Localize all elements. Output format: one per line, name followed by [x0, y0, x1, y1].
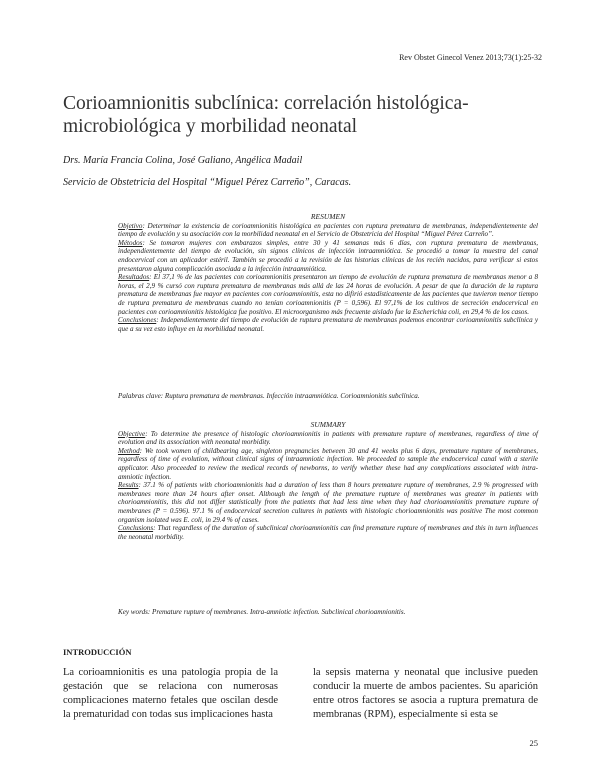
article-title: Corioamnionitis subclínica: correlación histológica-microbiológica y morbilidad neonatal: [63, 93, 469, 137]
intro-column-left: La corioamnionitis es una patología propia de la gestación que se relaciona con numerosas complicaciones materno fetales que oscilan desde la prematuridad con todas sus implicaciones hasta: [63, 667, 278, 720]
section-label: Conclusiones: [118, 316, 157, 325]
resumen-methods: [118, 239, 538, 273]
section-label: Resultados: [118, 273, 150, 282]
section-text: : To determine the presence of histologic chorioamnionitis in patients with premature rupture of membranes, regardless of time of evolution and its association with neonatal morbidity.: [118, 429, 538, 447]
resumen-conclusions: [118, 316, 538, 333]
section-text: : Determinar la existencia de corioamnionitis histológica en pacientes con ruptura prematura de membranas, independientemente del tiempo de evolución y su asociación con la morbilidad neonatal en el Servicio de Obstetricia del Hospital “Miguel Pérez Carreño”.: [118, 221, 538, 239]
section-label: Objective: [118, 429, 146, 438]
intro-column-right: la sepsis materna y neonatal que inclusive pueden conducir la muerte de ambos pacientes. Su aparición entre otros factores se asocia a ruptura prematura de membranas (RPM), especialmente si esta se: [313, 667, 538, 720]
affiliation: Servicio de Obstetricia del Hospital “Miguel Pérez Carreño”, Caracas.: [63, 177, 352, 188]
summary-results: [118, 481, 538, 524]
resumen-objective: [118, 222, 538, 239]
resumen-block: [118, 213, 538, 333]
authors: Drs. María Francia Colina, José Galiano, Angélica Madail: [63, 155, 303, 166]
page-number: 25: [529, 738, 538, 748]
section-label: Conclusions: [118, 524, 154, 533]
section-label: Métodos: [118, 238, 143, 247]
summary-objective: [118, 430, 538, 447]
summary-keywords: Key words: Premature rupture of membranes. Intra-amniotic infection. Subclinical chorioamnionitis.: [118, 608, 406, 616]
section-label: Results: [118, 481, 139, 490]
section-label: Objetivo: [118, 221, 143, 230]
section-text: : Independientemente del tiempo de evolución de ruptura prematura de membranas podemos encontrar corioamnionitis subclínica y que a su vez esto influye en la morbilidad neonatal.: [118, 316, 538, 333]
section-text: : That regardless of the duration of subclinical chorioamnionitis can find premature rupture of membranes and this in turn influences the neonatal morbidity.: [118, 524, 538, 541]
resumen-heading: RESUMEN: [310, 212, 346, 221]
resumen-keywords: Palabras clave: Ruptura prematura de membranas. Infección intraamniótica. Corioamnionitis subclínica.: [118, 392, 420, 400]
summary-heading: SUMMARY: [310, 420, 346, 429]
summary-block: [118, 421, 538, 541]
section-text: : 37.1 % of patients with chorioamnionitis had a duration of less than 8 hours premature rupture of membranes, 2.9 % progressed with membranes more than 24 hours after onset. Although the length of the premature rupture of membranes was greater in patients with chorioamnionitis, this did not differ statistically from the patients that had less time when they had chorioamnionitis premature rupture of membranes (P = 0.596). 97.1 % of endocervical secretion cultures in patients with histologic chorioamnionitis was positive The most common organism isolated was E. coli, in 29.4 % of cases.: [118, 481, 538, 524]
summary-conclusions: [118, 524, 538, 541]
summary-method: [118, 447, 538, 481]
resumen-results: [118, 273, 538, 316]
section-text: : Se tomaron mujeres con embarazos simples, entre 30 y 41 semanas más 6 días, con ruptura prematura de membranas, independientemente del tiempo de evolución, sin signos clínicos de infección intraamniótica. Se procedió a tomar la muestra del canal endocervical con un aplicador estéril. También se procedió a la revisión de las historias clínicas de los recién nacidos, para verificar si estos presentaron alguna complicación asociada a la infección intraamniótica.: [118, 238, 538, 273]
section-text: : We took women of childbearing age, singleton pregnancies between 30 and 41 weeks plus 6 days, premature rupture of membranes, regardless of time of evolution, without clinical signs of intraamniotic infection. We proceeded to sample the endocervical canal with a sterile applicator. Also proceeded to review the medical records of newborns, to verify whether these had any complications associated with intra-amniotic infection.: [118, 446, 538, 481]
section-label: Method: [118, 446, 140, 455]
section-text: : El 37,1 % de las pacientes con corioamnionitis presentaron un tiempo de evolución de ruptura prematura de membranas menor a 8 horas, el 2,9 % cursó con ruptura prematura de membranas más allá de las 24 horas de evolución. A pesar de que la duración de la ruptura prematura de membranas fue mayor en pacientes con corioamnionitis, esta no difirió estadísticamente de las pacientes que tuvieron menor tiempo de ruptura prematura de membranas cuando no tenían corioamnionitis (P = 0,596). El 97,1% de los cultivos de secreción endocervical en pacientes con corioamnionitis histológica fue positivo. El microorganismo más frecuente aislado fue la Escherichia coli, en 29,4 % de los casos.: [118, 273, 538, 316]
intro-heading: INTRODUCCIÓN: [63, 647, 132, 657]
journal-reference: Rev Obstet Ginecol Venez 2013;73(1):25-32: [399, 53, 542, 62]
